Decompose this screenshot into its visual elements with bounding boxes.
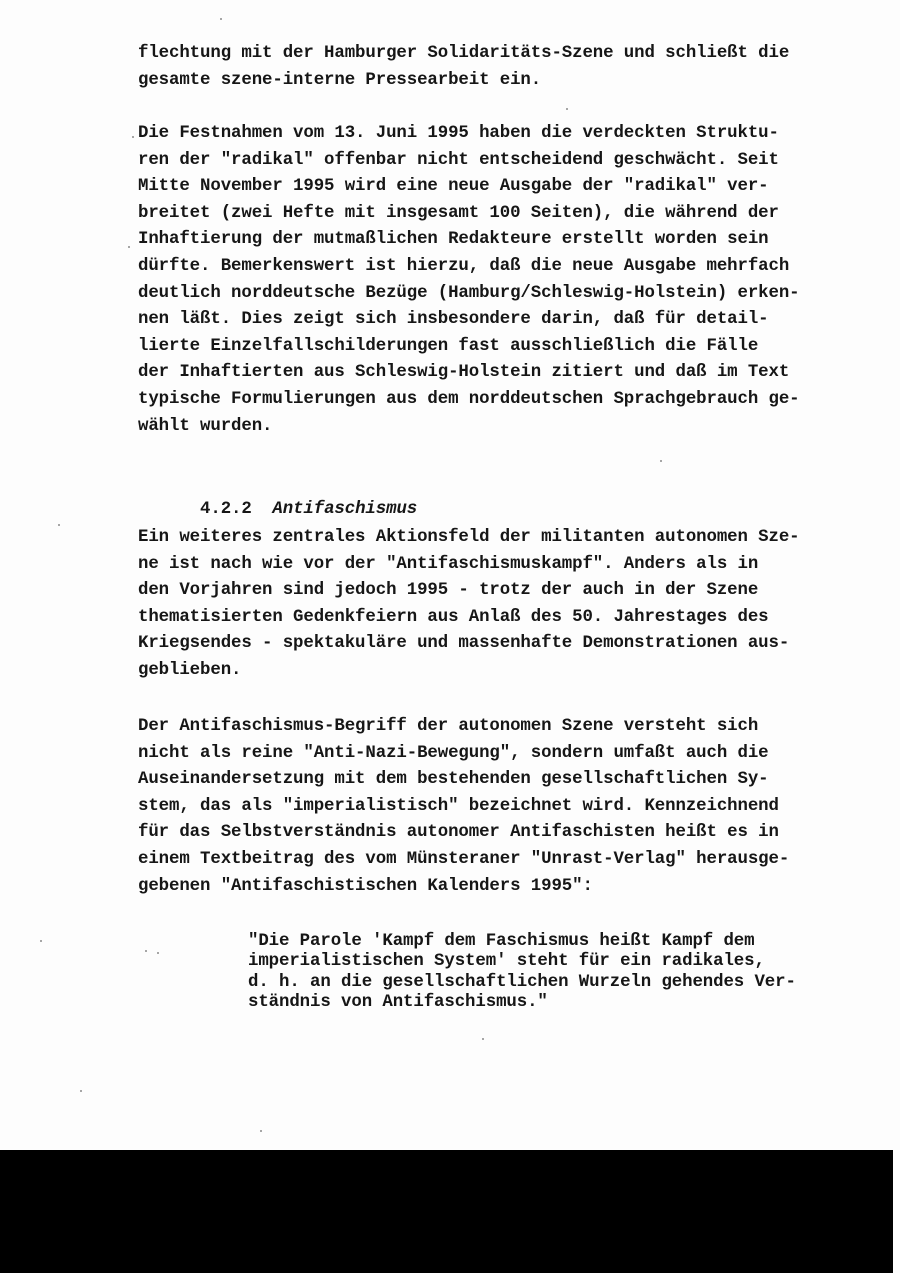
text-line: ne ist nach wie vor der "Antifaschismuskampf". Anders als in	[138, 554, 759, 574]
text-line: typische Formulierungen aus dem norddeutschen Sprachgebrauch ge-	[138, 389, 800, 409]
scan-speck	[132, 136, 134, 138]
quote-line: ständnis von Antifaschismus."	[248, 993, 548, 1013]
text-line: ren der "radikal" offenbar nicht entscheidend geschwächt. Seit	[138, 150, 779, 170]
section-number: 4.2.2	[200, 499, 252, 519]
text-line: gesamte szene-interne Pressearbeit ein.	[138, 70, 542, 90]
text-line: geblieben.	[138, 660, 242, 680]
scan-speck	[58, 524, 60, 526]
text-line: flechtung mit der Hamburger Solidaritäts-Szene und schließt die	[138, 44, 790, 63]
quote-line: "Die Parole 'Kampf dem Faschismus heißt Kampf dem	[248, 932, 755, 951]
text-line: nen läßt. Dies zeigt sich insbesondere darin, daß für detail-	[138, 310, 769, 330]
scan-speck	[128, 246, 130, 248]
text-line: den Vorjahren sind jedoch 1995 - trotz der auch in der Szene	[138, 581, 759, 601]
scan-speck	[145, 950, 147, 952]
text-line: dürfte. Bemerkenswert ist hierzu, daß die neue Ausgabe mehrfach	[138, 256, 790, 276]
text-line: Die Festnahmen vom 13. Juni 1995 haben die verdeckten Struktu-	[138, 124, 779, 143]
quote-line: imperialistischen System' steht für ein radikales,	[248, 952, 765, 972]
text-line: gebenen "Antifaschistischen Kalenders 1995":	[138, 876, 593, 896]
section-title: Antifaschismus	[272, 499, 418, 519]
scan-speck	[482, 1038, 484, 1040]
paragraph-begriff	[138, 714, 858, 900]
text-line: einem Textbeitrag des vom Münsteraner "Unrast-Verlag" herausge-	[138, 849, 790, 869]
scan-speck	[80, 1090, 82, 1092]
scan-speck	[220, 18, 222, 20]
text-line: thematisierten Gedenkfeiern aus Anlaß des 50. Jahrestages des	[138, 607, 769, 627]
text-line: Ein weiteres zentrales Aktionsfeld der militanten autonomen Sze-	[138, 528, 800, 547]
quote-line: d. h. an die gesellschaftlichen Wurzeln gehendes Ver-	[248, 972, 796, 992]
scan-speck	[566, 108, 568, 110]
scan-speck	[40, 940, 42, 942]
text-line: Mitte November 1995 wird eine neue Ausgabe der "radikal" ver-	[138, 177, 769, 197]
text-line: stem, das als "imperialistisch" bezeichnet wird. Kennzeichnend	[138, 796, 779, 816]
text-line: Auseinandersetzung mit dem bestehenden gesellschaftlichen Sy-	[138, 770, 769, 790]
section-heading	[138, 470, 858, 519]
text-line: nicht als reine "Anti-Nazi-Bewegung", sondern umfaßt auch die	[138, 743, 769, 763]
scan-black-margin	[0, 1150, 893, 1273]
text-line: der Inhaftierten aus Schleswig-Holstein zitiert und daß im Text	[138, 363, 790, 383]
scan-speck	[660, 460, 662, 462]
text-line: für das Selbstverständnis autonomer Antifaschisten heißt es in	[138, 823, 779, 843]
text-line: deutlich norddeutsche Bezüge (Hamburg/Schleswig-Holstein) erken-	[138, 283, 800, 303]
text-line: Der Antifaschismus-Begriff der autonomen Szene versteht sich	[138, 717, 759, 736]
scan-speck	[157, 952, 159, 954]
continuation-paragraph	[138, 41, 858, 94]
text-line: breitet (zwei Hefte mit insgesamt 100 Seiten), die während der	[138, 203, 779, 223]
text-line: wählt wurden.	[138, 416, 273, 436]
scan-speck	[260, 1130, 262, 1132]
block-quote	[248, 932, 848, 1014]
text-line: lierte Einzelfallschilderungen fast ausschließlich die Fälle	[138, 336, 759, 356]
text-line: Kriegsendes - spektakuläre und massenhafte Demonstrationen aus-	[138, 634, 790, 654]
paragraph-festnahmen	[138, 121, 858, 440]
text-line: Inhaftierung der mutmaßlichen Redakteure erstellt worden sein	[138, 230, 769, 250]
paragraph-aktionsfeld	[138, 525, 858, 685]
